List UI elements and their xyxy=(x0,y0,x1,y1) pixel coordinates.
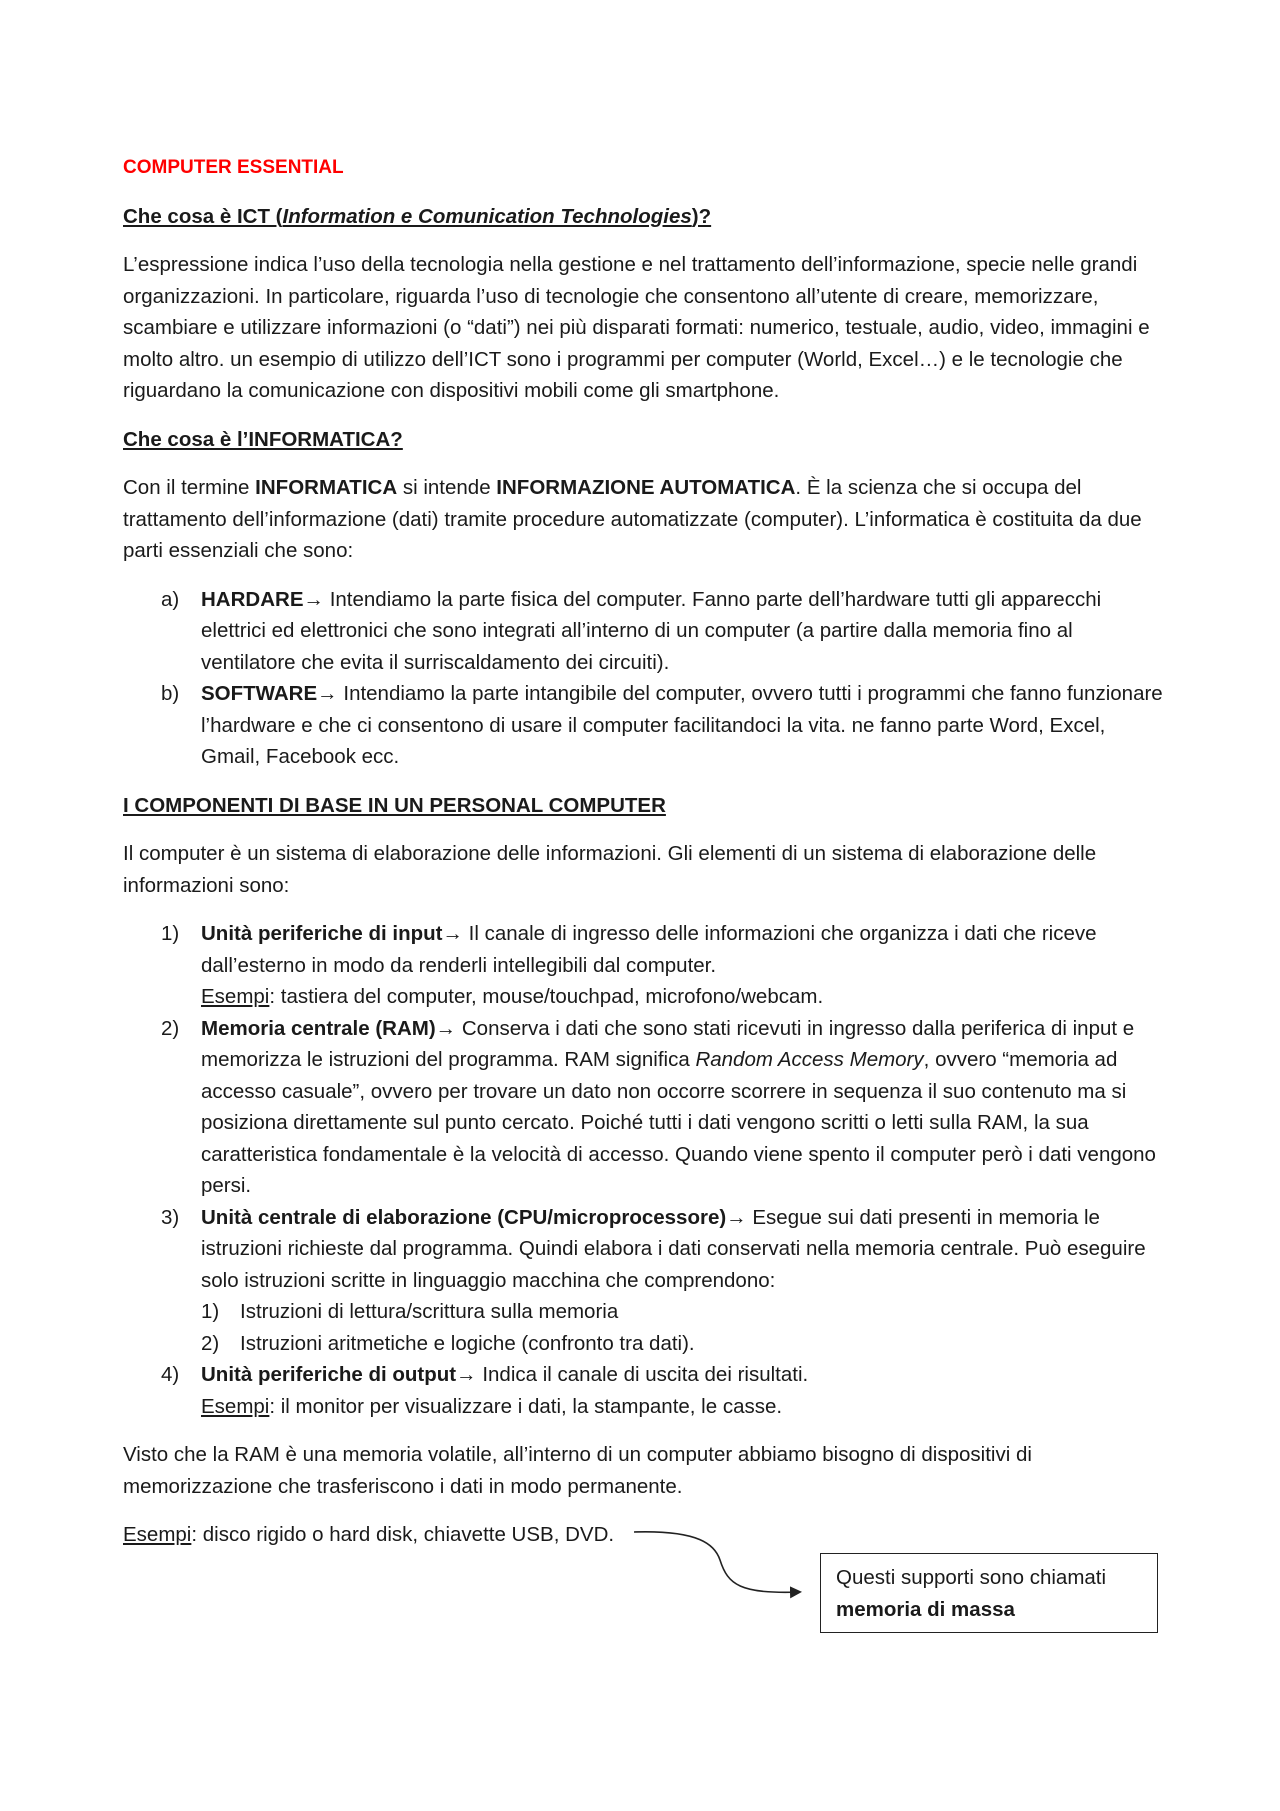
arrow-right-icon: → xyxy=(303,587,324,611)
memoria-esempi: Esempi: disco rigido o hard disk, chiavette USB, DVD. xyxy=(123,1523,615,1546)
ict-heading: Che cosa è ICT (Information e Comunication Technologies)? xyxy=(123,204,712,228)
arrow-right-icon: → xyxy=(317,682,338,705)
arrow-right-icon: → xyxy=(442,922,463,945)
arrow-right-icon: → xyxy=(726,1205,747,1229)
list-item-ram: 2) Memoria centrale (RAM)→ Conserva i dati che sono stati ricevuti in ingresso dalla periferica di input e memorizza le istruzioni del programma. RAM significa Random Access Memory, ovvero “memoria ad accesso casuale”, ovvero per trovare un dato non occorre scorrere in sequenza il suo contenuto ma si posiziona direttamente sul punto cercato. Poiché tutti i dati vengono scritti o letti sulla RAM, la sua caratteristica fondamentale è la velocità di accesso. Quando viene spento il computer però i dati vengono persi. xyxy=(161,1016,1156,1197)
sublist-item: 1) Istruzioni di lettura/scrittura sulla memoria xyxy=(201,1300,619,1323)
informatica-paragraph: Con il termine INFORMATICA si intende INFORMAZIONE AUTOMATICA. È la scienza che si occupa del trattamento dell’informazione (dati) tramite procedure automatizzate (computer). L’informatica è costituita da due parti essenziali che sono: xyxy=(123,476,1142,562)
list-item-software: b) SOFTWARE→ Intendiamo la parte intangibile del computer, ovvero tutti i programmi che fanno funzionare l’hardware e che ci consentono di usare il computer facilitandoci la vita. ne fanno parte Word, Excel, Gmail, Facebook ecc. xyxy=(161,682,1163,768)
componenti-intro: Il computer è un sistema di elaborazione delle informazioni. Gli elementi di un sistema di elaborazione delle informazioni sono: xyxy=(123,842,1097,897)
memoria-paragraph: Visto che la RAM è una memoria volatile, all’interno di un computer abbiamo bisogno di dispositivi di memorizzazione che trasferiscono i dati in modo permanente. xyxy=(123,1443,1032,1498)
sublist-item: 2) Istruzioni aritmetiche e logiche (confronto tra dati). xyxy=(201,1331,695,1355)
document-title: COMPUTER ESSENTIAL xyxy=(123,157,344,178)
componenti-heading: I COMPONENTI DI BASE IN UN PERSONAL COMPUTER xyxy=(123,793,666,817)
arrow-right-icon: → xyxy=(456,1363,477,1386)
informatica-heading: Che cosa è l’INFORMATICA? xyxy=(123,427,403,451)
memoria-di-massa-callout: Questi supporti sono chiamati memoria di massa xyxy=(820,1553,1158,1633)
list-item-output: 4) Unità periferiche di output→ Indica il canale di uscita dei risultati. Esempi: il monitor per visualizzare i dati, la stampante, le casse. xyxy=(161,1363,809,1418)
list-item-input: 1) Unità periferiche di input→ Il canale di ingresso delle informazioni che organizza i dati che riceve dall’esterno in modo da renderli intellegibili dal computer. Esempi: tastiera del computer, mouse/touchpad, microfono/webcam. xyxy=(161,922,1097,1008)
ict-paragraph: L’espressione indica l’uso della tecnologia nella gestione e nel trattamento dell’informazione, specie nelle grandi organizzazioni. In particolare, riguarda l’uso di tecnologie che consentono all’utente di creare, memorizzare, scambiare e utilizzare informazioni (o “dati”) nei più disparati formati: numerico, testuale, audio, video, immagini e molto altro. un esempio di utilizzo dell’ICT sono i programmi per computer (World, Excel…) e le tecnologie che riguardano la comunicazione con dispositivi mobili come gli smartphone. xyxy=(123,253,1150,402)
arrow-right-icon: → xyxy=(435,1016,457,1040)
list-item-cpu: 3) Unità centrale di elaborazione (CPU/microprocessore)→ Esegue sui dati presenti in memoria le istruzioni richieste dal programma. Quindi elabora i dati conservati nella memoria centrale. Può eseguire solo istruzioni scritte in linguaggio macchina che comprendono: 1) Istruzioni di lettura/scrittura sulla memoria 2) Istruzioni aritmetiche e logiche (confronto tra dati). xyxy=(123,1202,1163,1360)
list-item-hardware: a) HARDARE→ Intendiamo la parte fisica del computer. Fanno parte dell’hardware tutti gli apparecchi elettrici ed elettronici che sono integrati all’interno di un computer (a partire dalla memoria fino al ventilatore che evita il surriscaldamento dei circuiti). xyxy=(161,587,1102,674)
